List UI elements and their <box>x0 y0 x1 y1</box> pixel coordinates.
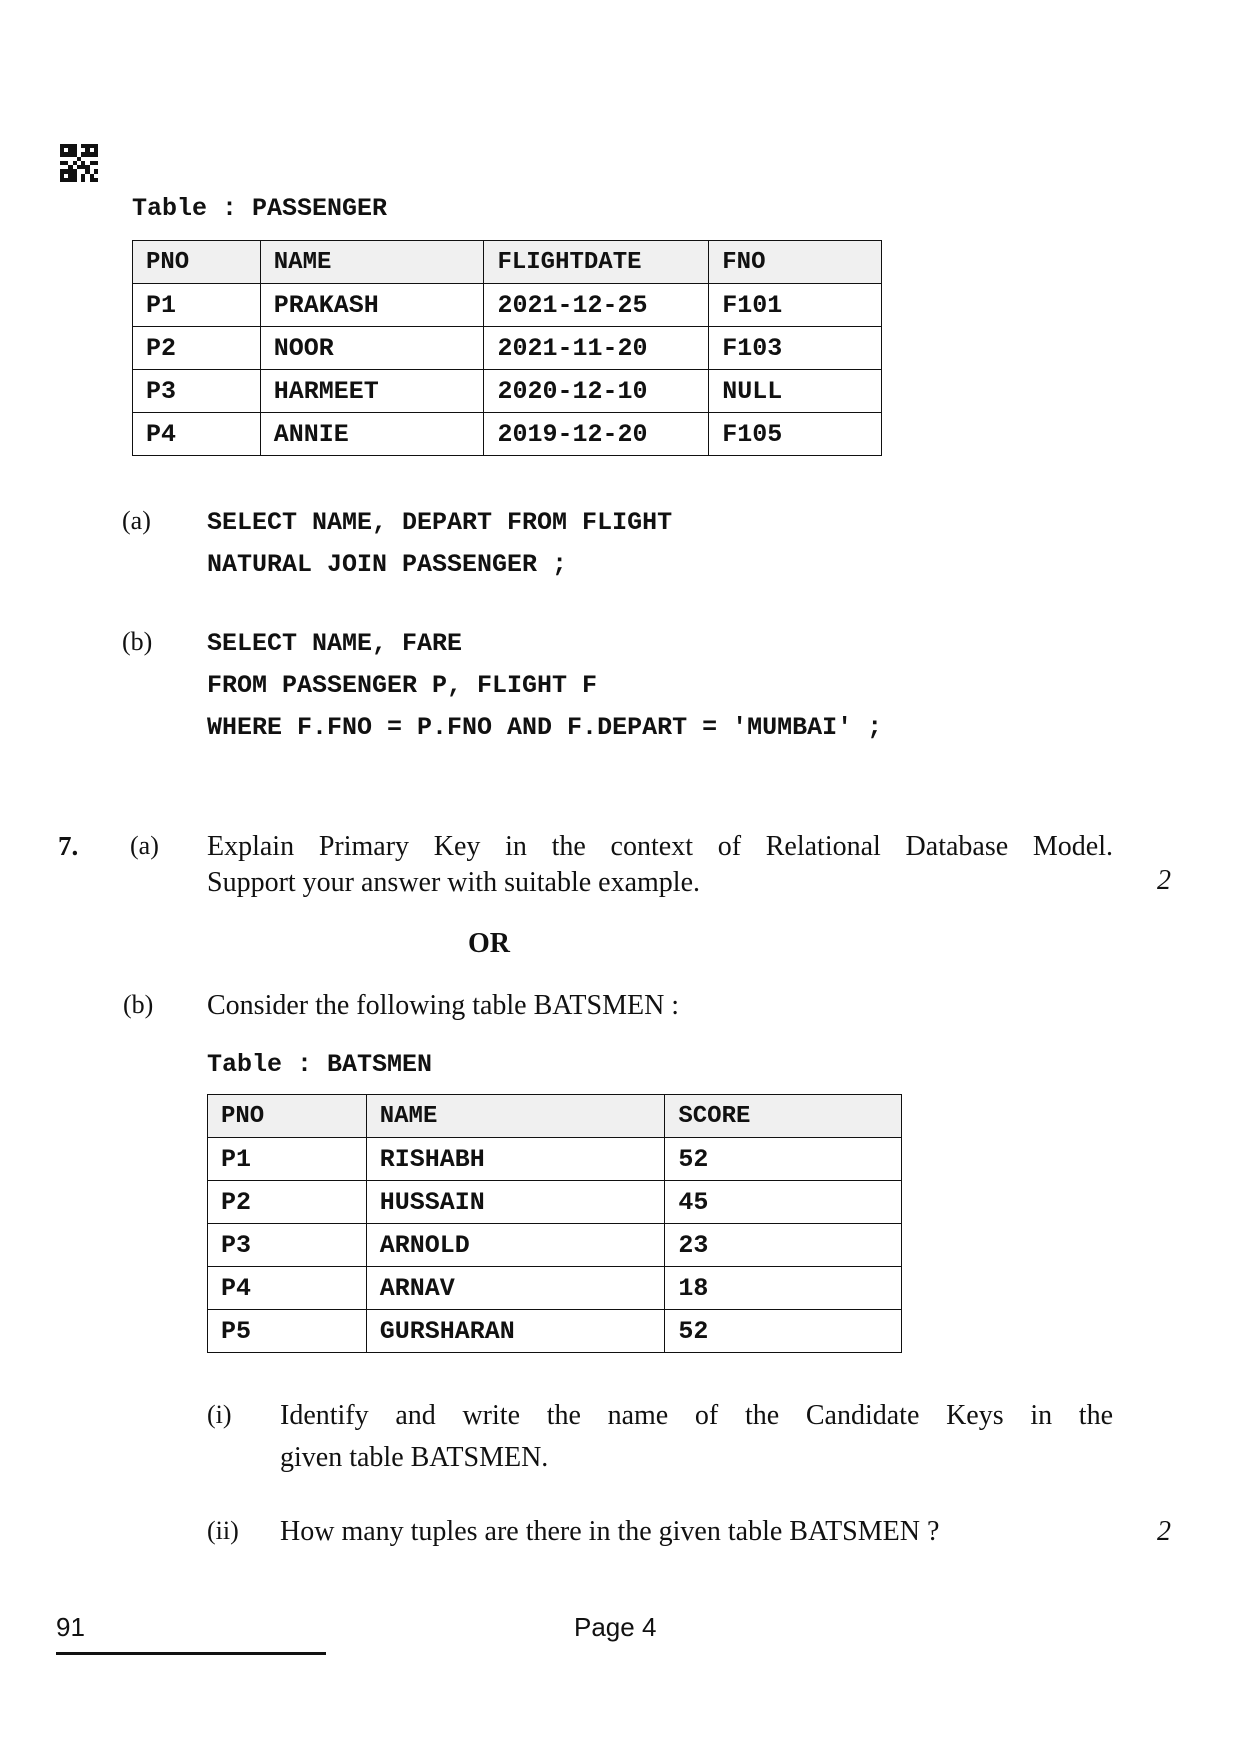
table-cell: P4 <box>133 413 261 456</box>
table-cell: F105 <box>709 413 882 456</box>
part-a-label: (a) <box>122 506 151 535</box>
table-cell: NULL <box>709 370 882 413</box>
table-cell: P5 <box>208 1310 367 1353</box>
table-cell: P2 <box>133 327 261 370</box>
column-header: SCORE <box>665 1095 902 1138</box>
sub-part-i-label: (i) <box>207 1400 232 1429</box>
query-b-line-3: WHERE F.FNO = P.FNO AND F.DEPART = 'MUMBAI' ; <box>207 713 883 742</box>
table-cell: 2019-12-20 <box>484 413 709 456</box>
part-b-label: (b) <box>122 627 153 656</box>
batsmen-table-caption: Table : BATSMEN <box>207 1050 433 1079</box>
table-cell: 52 <box>665 1138 902 1181</box>
table-cell: 2021-11-20 <box>484 327 709 370</box>
column-header: FNO <box>709 241 882 284</box>
table-cell: 18 <box>665 1267 902 1310</box>
table-row <box>133 327 882 370</box>
table-cell: RISHABH <box>366 1138 665 1181</box>
table-cell: PRAKASH <box>260 284 484 327</box>
sub-part-ii-label: (ii) <box>207 1516 239 1545</box>
q7-a-line-2: Support your answer with suitable example. <box>207 867 701 898</box>
table-cell: P3 <box>133 370 261 413</box>
table-cell: 2020-12-10 <box>484 370 709 413</box>
query-a-line-1: SELECT NAME, DEPART FROM FLIGHT <box>207 508 673 537</box>
table-cell: P4 <box>208 1267 367 1310</box>
q7-part-a-label: (a) <box>130 831 159 860</box>
qr-code-icon <box>60 144 98 182</box>
sub-part-ii-text: How many tuples are there in the given table BATSMEN ? <box>280 1516 940 1547</box>
page-number: Page 4 <box>574 1612 657 1642</box>
marks-a: 2 <box>1157 865 1171 896</box>
table-cell: P1 <box>208 1138 367 1181</box>
column-header: FLIGHTDATE <box>484 241 709 284</box>
paper-code: 91 <box>56 1612 85 1642</box>
table-row <box>208 1224 902 1267</box>
query-b-line-1: SELECT NAME, FARE <box>207 629 463 658</box>
table-cell: P3 <box>208 1224 367 1267</box>
footer-rule <box>56 1652 326 1655</box>
table-row <box>208 1181 902 1224</box>
table-cell: NOOR <box>260 327 484 370</box>
table-row <box>133 370 882 413</box>
table-cell: ARNAV <box>366 1267 665 1310</box>
column-header: NAME <box>260 241 484 284</box>
table-cell: ANNIE <box>260 413 484 456</box>
table-row <box>208 1310 902 1353</box>
marks-b: 2 <box>1157 1516 1171 1547</box>
table-row <box>208 1267 902 1310</box>
table-cell: F103 <box>709 327 882 370</box>
table-cell: ARNOLD <box>366 1224 665 1267</box>
column-header: PNO <box>133 241 261 284</box>
passenger-table <box>132 240 882 456</box>
table-cell: P2 <box>208 1181 367 1224</box>
table-row <box>133 284 882 327</box>
table-cell: 2021-12-25 <box>484 284 709 327</box>
table-row <box>208 1138 902 1181</box>
or-separator: OR <box>468 928 510 959</box>
query-a-line-2: NATURAL JOIN PASSENGER ; <box>207 550 568 579</box>
table-cell: GURSHARAN <box>366 1310 665 1353</box>
column-header: PNO <box>208 1095 367 1138</box>
batsmen-table <box>207 1094 902 1353</box>
q7-a-line-1: Explain Primary Key in the context of Relational Database Model. <box>207 831 1113 862</box>
question-number: 7. <box>58 831 79 861</box>
query-b-line-2: FROM PASSENGER P, FLIGHT F <box>207 671 598 700</box>
table-cell: HUSSAIN <box>366 1181 665 1224</box>
table-cell: F101 <box>709 284 882 327</box>
table-header-row <box>133 241 882 284</box>
q7-b-text: Consider the following table BATSMEN : <box>207 990 680 1021</box>
table-cell: P1 <box>133 284 261 327</box>
table-row <box>133 413 882 456</box>
table-header-row <box>208 1095 902 1138</box>
q7-part-b-label: (b) <box>123 990 154 1019</box>
sub-part-i-line-1: Identify and write the name of the Candidate Keys in the <box>280 1400 1113 1431</box>
sub-part-i-line-2: given table BATSMEN. <box>280 1442 549 1473</box>
table-cell: HARMEET <box>260 370 484 413</box>
table-cell: 45 <box>665 1181 902 1224</box>
column-header: NAME <box>366 1095 665 1138</box>
table-cell: 52 <box>665 1310 902 1353</box>
passenger-table-caption: Table : PASSENGER <box>132 194 388 223</box>
table-cell: 23 <box>665 1224 902 1267</box>
